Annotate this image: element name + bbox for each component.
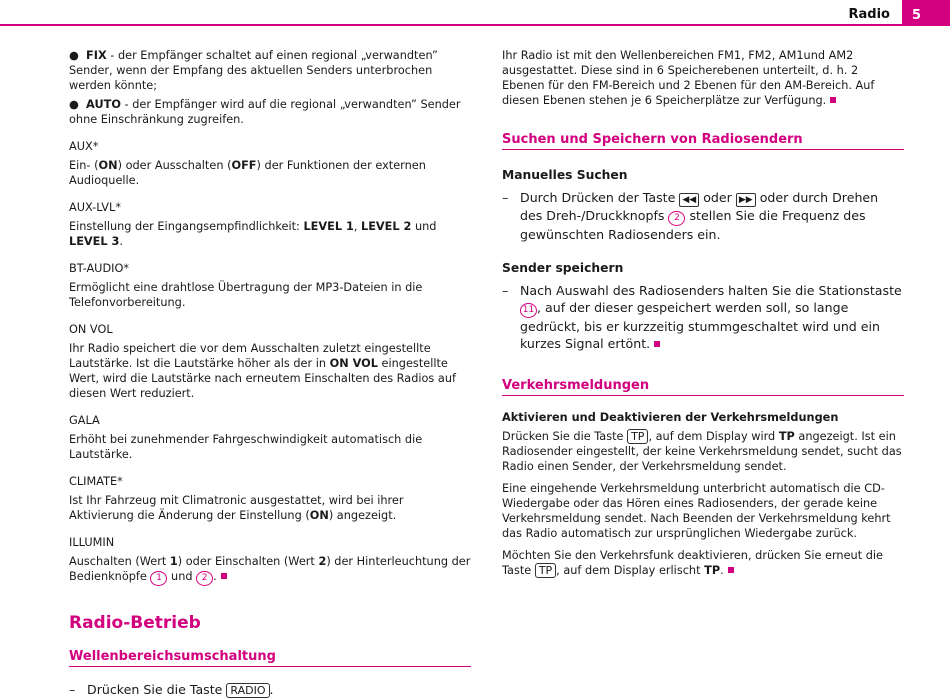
header-rule — [0, 24, 950, 26]
term-climate: CLIMATE* — [69, 475, 123, 488]
end-marker — [830, 97, 836, 103]
term-on-vol: ON VOL — [69, 323, 113, 336]
traffic-paragraph-3: Möchten Sie den Verkehrsfunk deaktivieren, drücken Sie erneut die Taste TP , auf dem Display erlischt TP. — [502, 549, 883, 577]
step-item: – Drücken Sie die Taste RADIO . — [69, 682, 274, 697]
description-climate: Ist Ihr Fahrzeug mit Climatronic ausgestattet, wird bei ihrer Aktivierung die Änderung der Einstellung (ON) angezeigt. — [69, 494, 404, 522]
term-aux-lvl: AUX-LVL* — [69, 201, 121, 214]
description-aux-lvl: Einstellung der Eingangsempfindlichkeit: LEVEL 1, LEVEL 2 und LEVEL 3. — [69, 220, 437, 248]
traffic-paragraph-2: Eine eingehende Verkehrsmeldung unterbricht automatisch die CD-Wiedergabe oder das Hören eines Radiosenders, der gerade keine Verkehrsmeldung sendet. Nach Beenden der Verkehrsmeldung kehrt das Radio automatisch zur ursprünglichen Wiedergabe zurück. — [502, 482, 891, 540]
radio-key: RADIO — [226, 683, 269, 698]
tp-key: TP — [535, 563, 556, 578]
end-marker — [221, 573, 227, 579]
term-bt-audio: BT-AUDIO* — [69, 262, 130, 275]
forward-key: ▶▶ — [736, 193, 756, 207]
step-item: – Durch Drücken der Taste ◀◀ oder ▶▶ oder durch Drehen des Dreh-/Druckknopfs 2 stellen Sie die Frequenz des gewünschten Radiosenders ein. — [502, 190, 879, 242]
control-ref-2: 2 — [196, 571, 213, 586]
description-gala: Erhöht bei zunehmender Fahrgeschwindigkeit automatisch die Lautstärke. — [69, 433, 423, 461]
end-marker — [728, 567, 734, 573]
traffic-paragraph-1: Drücken Sie die Taste TP , auf dem Display wird TP angezeigt. Ist ein Radiosender eingestellt, der keine Verkehrsmeldung sendet, sucht das Radio einen Sender, der Verkehrsmeldung sendet. — [502, 430, 902, 473]
subtitle-store: Sender speichern — [502, 261, 624, 275]
subsection-title: Wellenbereichsumschaltung — [69, 649, 471, 667]
end-marker — [654, 341, 660, 347]
list-item: ● AUTO - der Empfänger wird auf die regional „verwandten” Sender ohne Einschränkung zugreifen. — [69, 98, 461, 126]
control-ref-1: 1 — [150, 571, 167, 586]
rewind-key: ◀◀ — [679, 193, 699, 207]
description-illumin: Auschalten (Wert 1) oder Einschalten (Wert 2) der Hinterleuchtung der Bedienknöpfe 1 und 2 . — [69, 554, 471, 586]
subtitle-manual: Manuelles Suchen — [502, 168, 628, 182]
term-illumin: ILLUMIN — [69, 536, 115, 549]
term-gala: GALA — [69, 414, 100, 427]
left-column — [69, 48, 471, 698]
subtitle-traffic: Aktivieren und Deaktivieren der Verkehrsmeldungen — [502, 411, 839, 424]
description-on-vol: Ihr Radio speichert die vor dem Ausschalten zuletzt eingestellte Lautstärke. Ist die Lautstärke höher als der in ON VOL eingestellte Wert, wird die Lautstärke nach erneutem Einschalten des Radios auf diesen Wert reduziert. — [69, 342, 456, 400]
intro-paragraph: Ihr Radio ist mit den Wellenbereichen FM1, FM2, AM1und AM2 ausgestattet. Diese sind in 6 Speicherebenen unterteilt, d. h. 2 Ebenen für den FM-Bereich und 2 Ebenen für den AM-Bereich. Auf diesen Ebenen stehen je 6 Speicherplätze zur Verfügung. — [502, 49, 875, 107]
control-ref-2: 2 — [668, 211, 685, 226]
description-aux: Ein- (ON) oder Ausschalten (OFF) der Funktionen der externen Audioquelle. — [69, 159, 426, 187]
term-aux: AUX* — [69, 140, 99, 153]
tp-key: TP — [627, 429, 648, 444]
right-column — [502, 48, 904, 578]
section-title: Radio-Betrieb — [69, 613, 201, 633]
list-item: ● FIX - der Empfänger schaltet auf einen regional „verwandten” Sender, wenn der Empfang des aktuellen Senders unterbrochen werden könnte; — [69, 49, 438, 92]
control-ref-11: 11 — [520, 303, 537, 318]
page-number: 5 — [902, 0, 950, 26]
chapter-title: Radio — [848, 7, 890, 22]
section-title-search: Suchen und Speichern von Radiosendern — [502, 132, 904, 150]
step-item: – Nach Auswahl des Radiosenders halten Sie die Stationstaste 11 , auf der dieser gespeichert werden soll, so lange gedrückt, bis er kurzzeitig stummgeschaltet wird und ein kurzes Signal ertönt. — [502, 283, 902, 351]
description-bt-audio: Ermöglicht eine drahtlose Übertragung der MP3-Dateien in die Telefonvorbereitung. — [69, 281, 423, 309]
section-title-traffic: Verkehrsmeldungen — [502, 378, 904, 396]
